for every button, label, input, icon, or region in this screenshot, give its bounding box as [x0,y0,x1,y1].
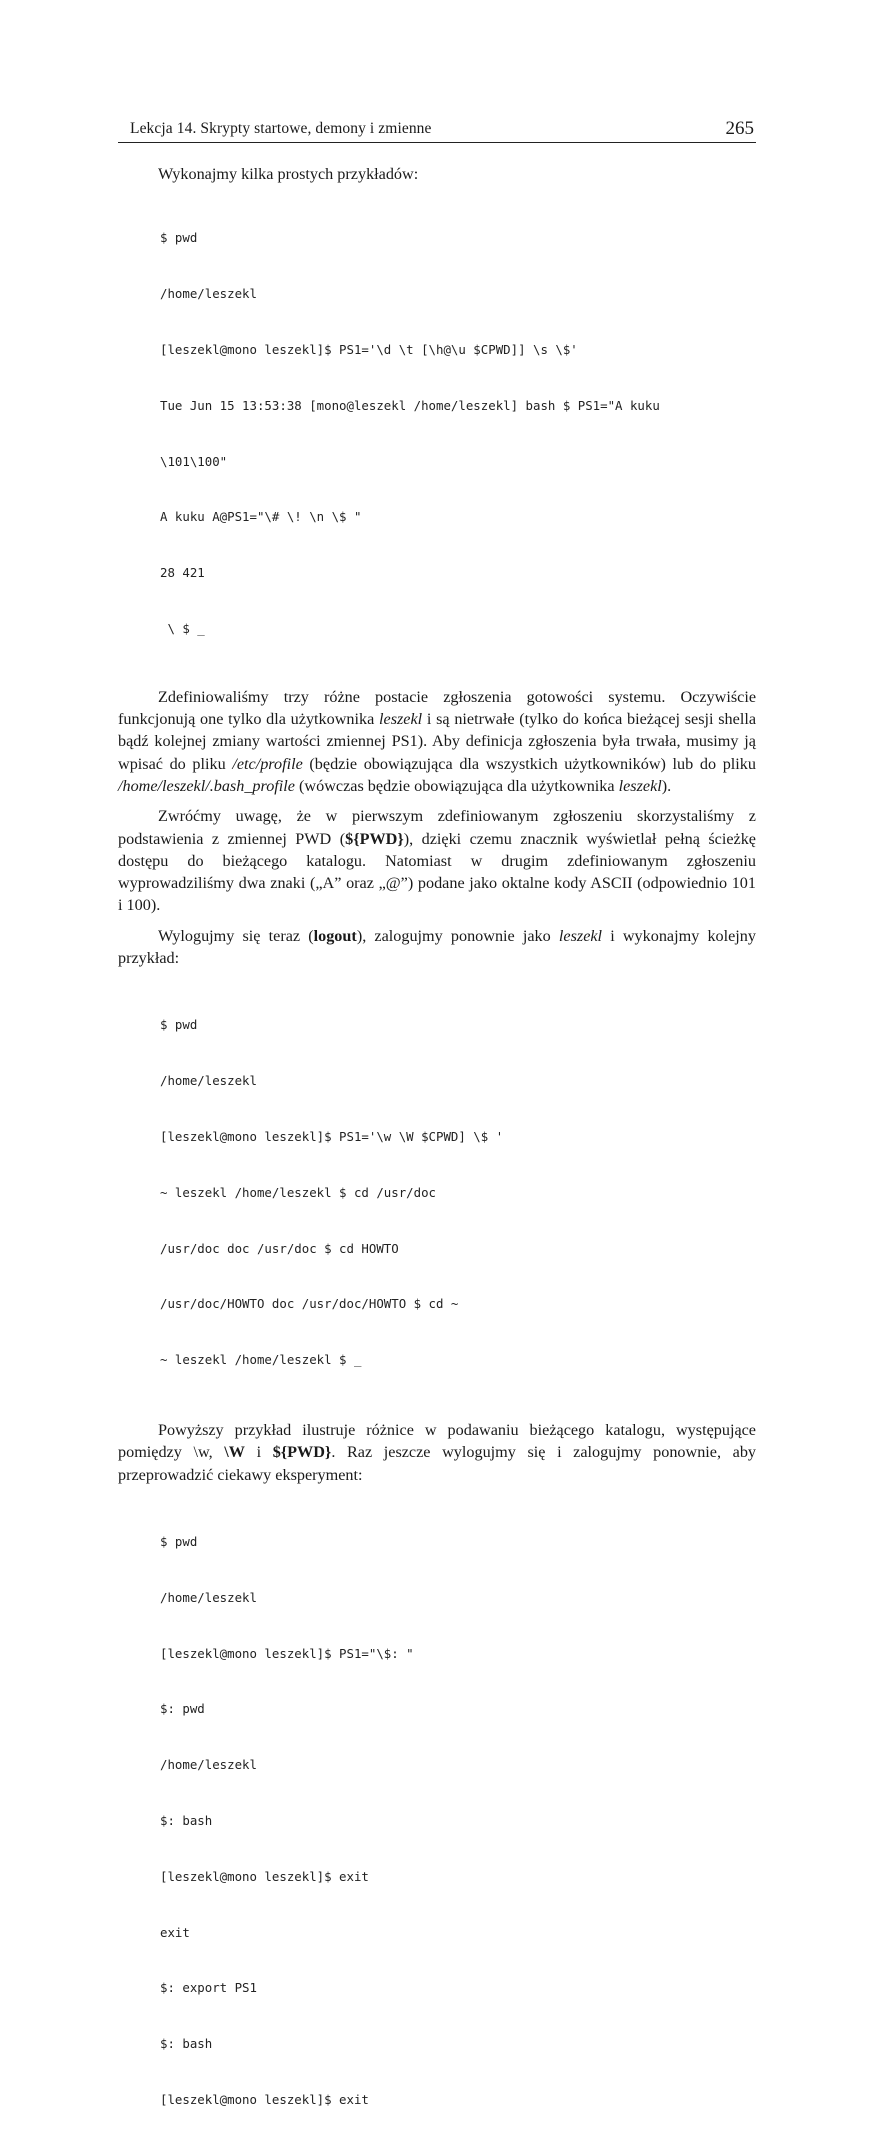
file-path-italic: /etc/profile [232,754,303,773]
variable-bold: ${PWD} [272,1443,332,1462]
username-italic: leszekl [618,776,662,795]
paragraph-pwd-substitution [118,805,756,916]
code-line: /home/leszekl [160,1757,257,1773]
username-italic: leszekl [379,710,423,729]
page-number: 265 [725,118,754,139]
paragraph-logout [118,925,756,970]
code-line: $: export PS1 [160,1980,257,1996]
code-line: /home/leszekl [160,1589,257,1605]
code-line: A kuku A@PS1="\# \! \n \$ " [160,509,362,525]
code-line: [leszekl@mono leszekl]$ PS1="\$: " [160,1645,414,1661]
intro-paragraph: Wykonajmy kilka prostych przykładów: [158,165,419,183]
code-line: ~ leszekl /home/leszekl $ _ [160,1352,362,1368]
code-line: 28 421 [160,565,205,581]
code-line: [leszekl@mono leszekl]$ exit [160,1868,369,1884]
text: Powyższy przykład ilustruje różnice w podawaniu bieżącego katalogu, występujące pomiędzy \w, [118,1420,756,1462]
code-block-2 [160,979,756,1407]
running-header [118,118,756,143]
code-line: [leszekl@mono leszekl]$ exit [160,2091,369,2107]
chapter-title: Lekcja 14. Skrypty startowe, demony i zmienne [130,120,432,137]
text: ). [661,776,672,795]
code-block-3 [160,1496,756,2147]
text: . Raz jeszcze wylogujmy się i zalogujmy ponownie, aby przeprowadzić ciekawy eksperyment: [118,1443,757,1484]
text: i [244,1443,273,1462]
text: Wylogujmy się teraz ( [158,926,314,945]
command-bold: logout [313,926,357,945]
code-line: ~ leszekl /home/leszekl $ cd /usr/doc [160,1184,437,1200]
text: Zdefiniowaliśmy trzy różne postacie zgłoszenia gotowości systemu. Oczywiście funkcjonują one tylko dla użytkownika [118,687,756,729]
code-line: Tue Jun 15 13:53:38 [mono@leszekl /home/leszekl] bash $ PS1="A kuku [160,397,660,413]
code-line: $ pwd [160,1017,198,1033]
code-line: $: bash [160,1812,213,1828]
text: ), dzięki czemu znacznik wyświetlał pełną ścieżkę dostępu do bieżącego katalogu. Natomiast w drugim zdefiniowanym zgłoszeniu wyprowadziliśmy dwa znaki („A” oraz „@”) podane jako oktalne kody ASCII (odpowiednio 101 i 100). [118,829,756,915]
code-line: [leszekl@mono leszekl]$ PS1='\d \t [\h@\u $CPWD]] \s \$' [160,342,578,358]
text: i wykonajmy kolejny przykład: [118,926,756,967]
page-content [118,163,756,2147]
code-line: exit [160,1924,190,1940]
code-line: \ $ _ [160,620,205,636]
username-italic: leszekl [558,926,603,945]
file-path-italic: /home/leszekl/.bash_profile [118,776,295,795]
variable-bold: ${PWD} [345,829,404,848]
text: Zwróćmy uwagę, że w pierwszym zdefiniowanym zgłoszeniu skorzystaliśmy z podstawienia z zmiennej PWD ( [118,807,756,848]
code-line: [leszekl@mono leszekl]$ PS1='\w \W $CPWD] \$ ' [160,1129,504,1145]
code-line: $: pwd [160,1701,205,1717]
paragraph-prompt-definitions [118,686,756,797]
escape-bold: \W [224,1443,245,1462]
code-line: \101\100" [160,453,228,469]
text: (będzie obowiązująca dla wszystkich użytkowników) lub do pliku [302,754,756,773]
code-line: $ pwd [160,1534,198,1550]
code-line: $ pwd [160,230,198,246]
text: ), zalogujmy ponownie jako [356,926,559,945]
text: (wówczas będzie obowiązująca dla użytkownika [295,776,619,795]
code-line: /home/leszekl [160,1073,257,1089]
code-line: /usr/doc doc /usr/doc $ cd HOWTO [160,1240,399,1256]
code-line: /home/leszekl [160,286,257,302]
text: i są nietrwałe (tylko do końca bieżącej sesji shella bądź kolejnej zmiany wartości zmiennej PS1). Aby definicja zgłoszenia była trwała, musimy ją wpisać do pliku [118,710,756,773]
code-line: /usr/doc/HOWTO doc /usr/doc/HOWTO $ cd ~ [160,1296,459,1312]
code-block-1 [160,192,756,675]
code-line: $: bash [160,2036,213,2052]
paragraph-directory-differences [118,1419,756,1486]
